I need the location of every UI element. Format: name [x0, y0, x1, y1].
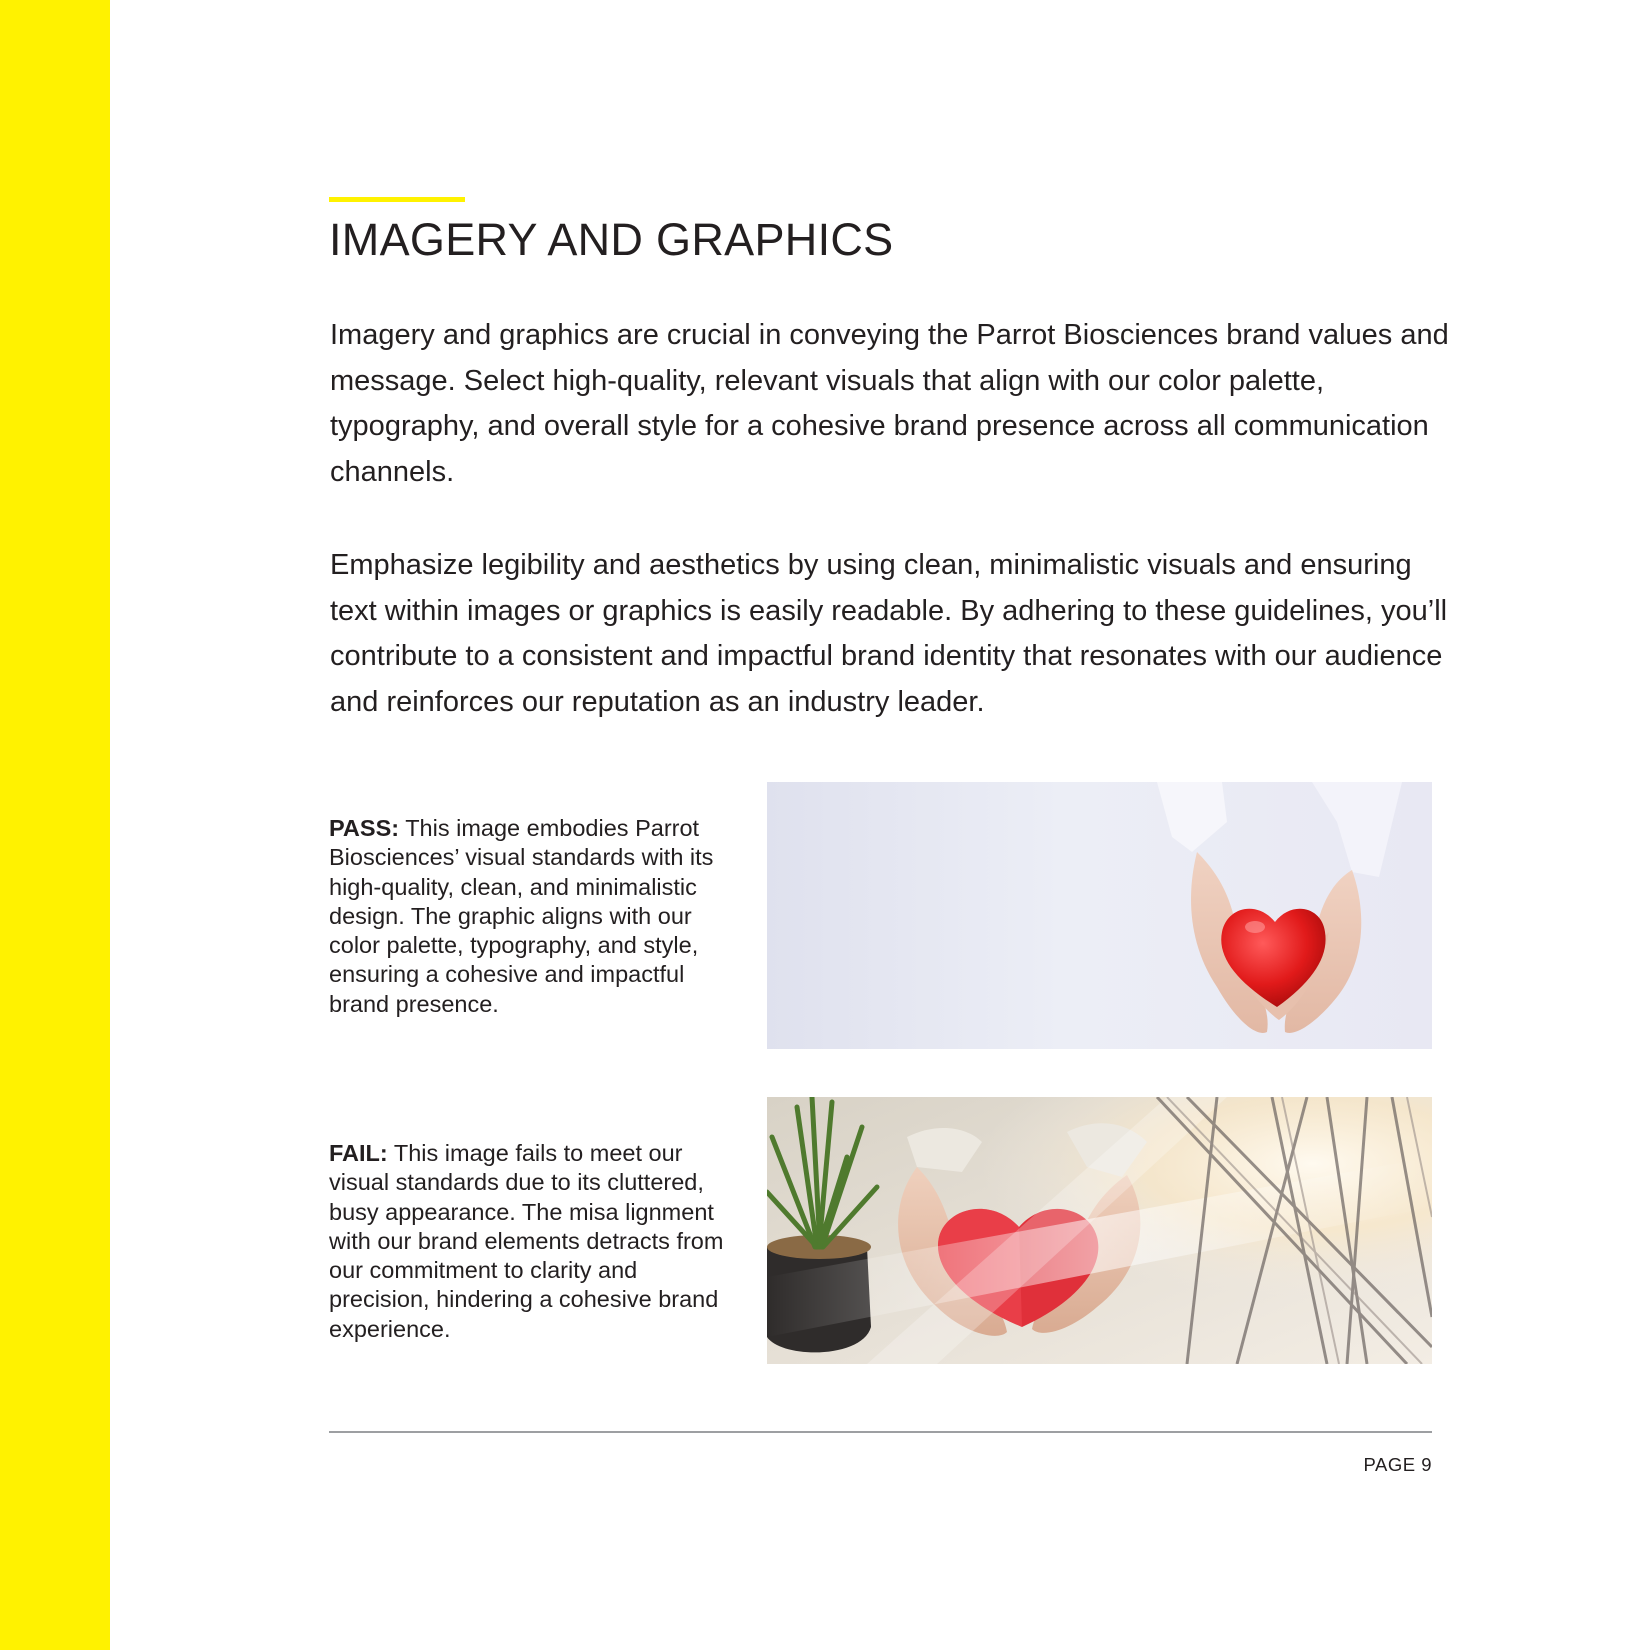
- page-title: IMAGERY AND GRAPHICS: [329, 214, 894, 265]
- pass-description: This image embodies Parrot Biosciences’ visual standards with its high-quality, clean, and minimalistic design. The graphic aligns with our color palette, typography, and style, ensuring a cohesive and impactful brand presence.: [329, 815, 714, 1017]
- hands-holding-heart-clean-image: [767, 782, 1432, 1049]
- intro-paragraph-1: Imagery and graphics are crucial in conveying the Parrot Biosciences brand values and message. Select high-quality, relevant visuals that align with our color palette, typography, and overall style for a cohesive brand presence across all communication channels.: [330, 319, 1449, 488]
- fail-label: FAIL:: [329, 1140, 388, 1166]
- yellow-side-bar: [0, 0, 110, 1650]
- intro-paragraph-2: Emphasize legibility and aesthetics by using clean, minimalistic visuals and ensuring text within images or graphics is easily readable. By adhering to these guidelines, you’ll contribute to a consistent and impactful brand identity that resonates with our audience and reinforces our reputation as an industry leader.: [330, 549, 1448, 718]
- fail-example-image: [767, 1097, 1432, 1364]
- pass-example-text: [329, 814, 734, 1019]
- pass-example-image: [767, 782, 1432, 1049]
- pass-label: PASS:: [329, 815, 400, 841]
- footer-divider: [329, 1431, 1432, 1433]
- fail-description: This image fails to meet our visual standards due to its cluttered, busy appearance. The misa lignment with our brand elements detracts from our commitment to clarity and precision, hindering a cohesive brand experience.: [329, 1140, 724, 1342]
- page-number: PAGE 9: [1363, 1454, 1432, 1475]
- title-accent-line: [329, 197, 465, 202]
- cluttered-heart-plant-image: [767, 1097, 1432, 1364]
- fail-example-text: [329, 1139, 734, 1344]
